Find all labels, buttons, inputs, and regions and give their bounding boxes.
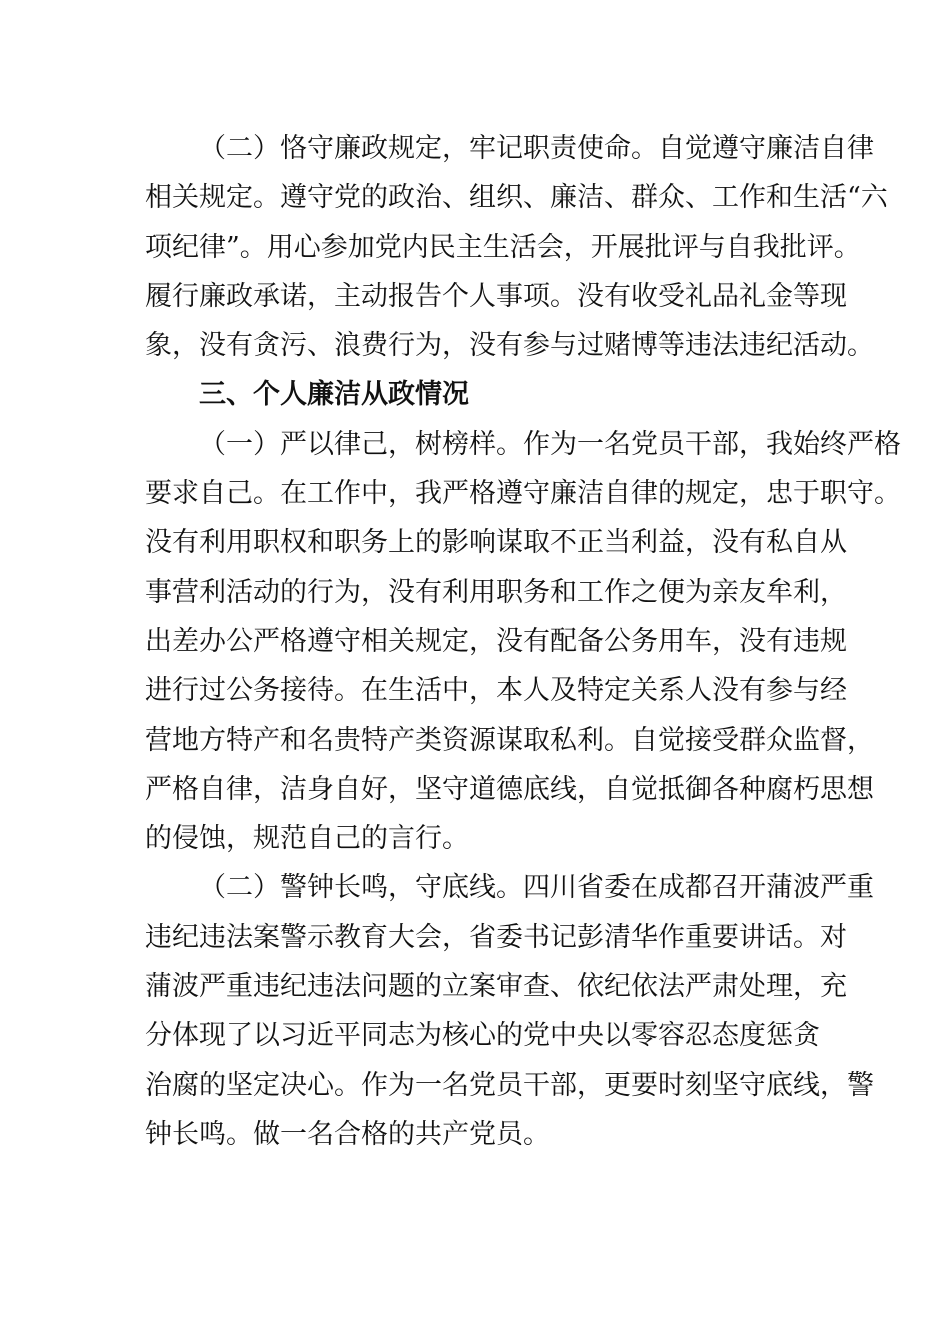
text-line: 违纪违法案警示教育大会，省委书记彭清华作重要讲话。对 xyxy=(145,921,847,953)
paragraph-warning xyxy=(145,863,874,1159)
text-line: 钟长鸣。做一名合格的共产党员。 xyxy=(145,1118,550,1150)
section-heading: 三、个人廉洁从政情况 xyxy=(199,379,469,411)
text-line: 事营利活动的行为，没有利用职务和工作之便为亲友牟利， xyxy=(145,576,847,608)
text-line: 严格自律，洁身自好，坚守道德底线，自觉抵御各种腐朽思想 xyxy=(145,773,874,805)
text-line: 的侵蚀，规范自己的言行。 xyxy=(145,823,469,855)
text-line: 进行过公务接待。在生活中，本人及特定关系人没有参与经 xyxy=(145,675,847,707)
text-line: 出差办公严格遵守相关规定，没有配备公务用车，没有违规 xyxy=(145,625,847,657)
text-line: 要求自己。在工作中，我严格遵守廉洁自律的规定，忠于职守。 xyxy=(145,478,901,510)
text-line: （二）警钟长鸣，守底线。四川省委在成都召开蒲波严重 xyxy=(199,872,874,904)
text-line: 项纪律”。用心参加党内民主生活会，开展批评与自我批评。 xyxy=(145,231,861,263)
text-line: 治腐的坚定决心。作为一名党员干部，更要时刻坚守底线，警 xyxy=(145,1069,874,1101)
text-line: 营地方特产和名贵特产类资源谋取私利。自觉接受群众监督， xyxy=(145,724,874,756)
paragraph-integrity-rules xyxy=(145,124,888,370)
text-line: 履行廉政承诺，主动报告个人事项。没有收受礼品礼金等现 xyxy=(145,280,847,312)
text-line: 相关规定。遵守党的政治、组织、廉洁、群众、工作和生活“六 xyxy=(145,182,888,214)
text-line: 没有利用职权和职务上的影响谋取不正当利益，没有私自从 xyxy=(145,527,847,559)
text-line: 分体现了以习近平同志为核心的党中央以零容忍态度惩贪 xyxy=(145,1020,820,1052)
document-body xyxy=(145,124,901,1159)
text-line: 蒲波严重违纪违法问题的立案审查、依纪依法严肃处理，充 xyxy=(145,971,847,1003)
text-line: 象，没有贪污、浪费行为，没有参与过赌博等违法违纪活动。 xyxy=(145,330,874,362)
paragraph-self-discipline xyxy=(145,420,901,864)
text-line: （二）恪守廉政规定，牢记职责使命。自觉遵守廉洁自律 xyxy=(199,133,874,164)
text-line: （一）严以律己，树榜样。作为一名党员干部，我始终严格 xyxy=(199,428,901,460)
